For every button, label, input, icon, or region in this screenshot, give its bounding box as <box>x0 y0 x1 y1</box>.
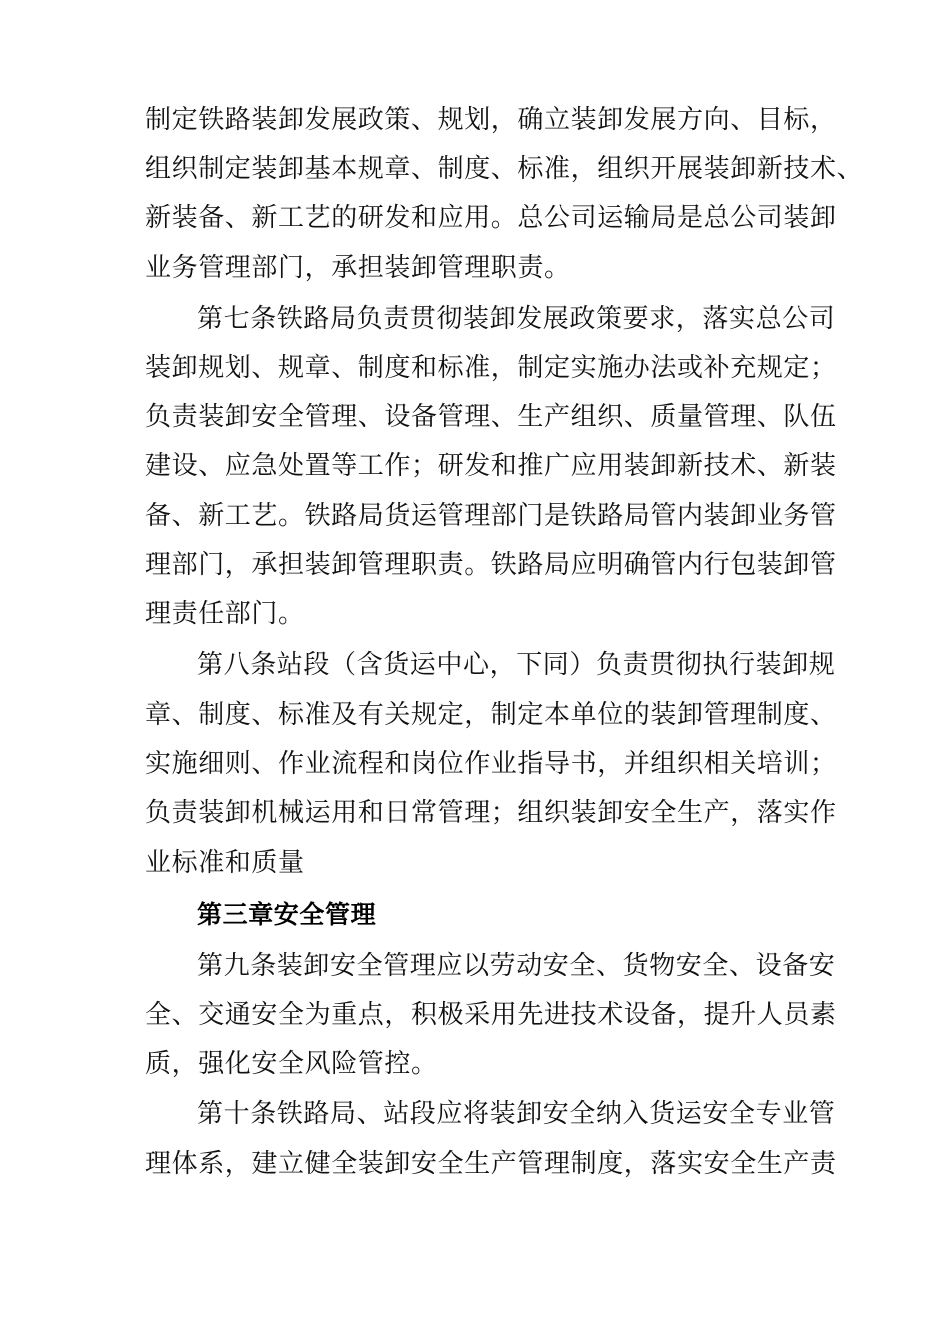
article-8-first-line: 第八条站段（含货运中心，下同）负责贯彻执行装卸规 <box>197 650 836 680</box>
text-line: 理部门，承担装卸管理职责。铁路局应明确管内行包装卸管 <box>145 550 837 580</box>
article-7-first-line: 第七条铁路局负责贯彻装卸发展政策要求，落实总公司 <box>197 304 836 334</box>
article-9-first-line: 第九条装卸安全管理应以劳动安全、货物安全、设备安 <box>197 951 836 981</box>
text-line: 备、新工艺。铁路局货运管理部门是铁路局管内装卸业务管 <box>145 501 837 531</box>
article-10-first-line: 第十条铁路局、站段应将装卸安全纳入货运安全专业管 <box>197 1099 836 1129</box>
text-line: 制定铁路装卸发展政策、规划，确立装卸发展方向、目标， <box>145 105 837 135</box>
text-line: 质，强化安全风险管控。 <box>145 1049 438 1079</box>
text-line: 实施细则、作业流程和岗位作业指导书，并组织相关培训； <box>145 749 837 779</box>
chapter-heading: 第三章安全管理 <box>197 900 377 929</box>
text-line: 业标准和质量 <box>145 848 305 878</box>
text-line: 业务管理部门，承担装卸管理职责。 <box>145 253 571 283</box>
text-line: 新装备、新工艺的研发和应用。总公司运输局是总公司装卸 <box>145 203 837 233</box>
text-line: 章、制度、标准及有关规定，制定本单位的装卸管理制度、 <box>145 700 837 730</box>
text-line: 全、交通安全为重点，积极采用先进技术设备，提升人员素 <box>145 1000 837 1030</box>
text-line: 理体系，建立健全装卸安全生产管理制度，落实安全生产责 <box>145 1149 837 1179</box>
text-line: 理责任部门。 <box>145 599 305 629</box>
text-line: 负责装卸安全管理、设备管理、生产组织、质量管理、队伍 <box>145 402 837 432</box>
text-line: 装卸规划、规章、制度和标准，制定实施办法或补充规定； <box>145 353 837 383</box>
text-line: 建设、应急处置等工作；研发和推广应用装卸新技术、新装 <box>145 451 837 481</box>
text-line: 组织制定装卸基本规章、制度、标准，组织开展装卸新技术、 <box>145 154 864 184</box>
text-line: 负责装卸机械运用和日常管理；组织装卸安全生产，落实作 <box>145 798 837 828</box>
